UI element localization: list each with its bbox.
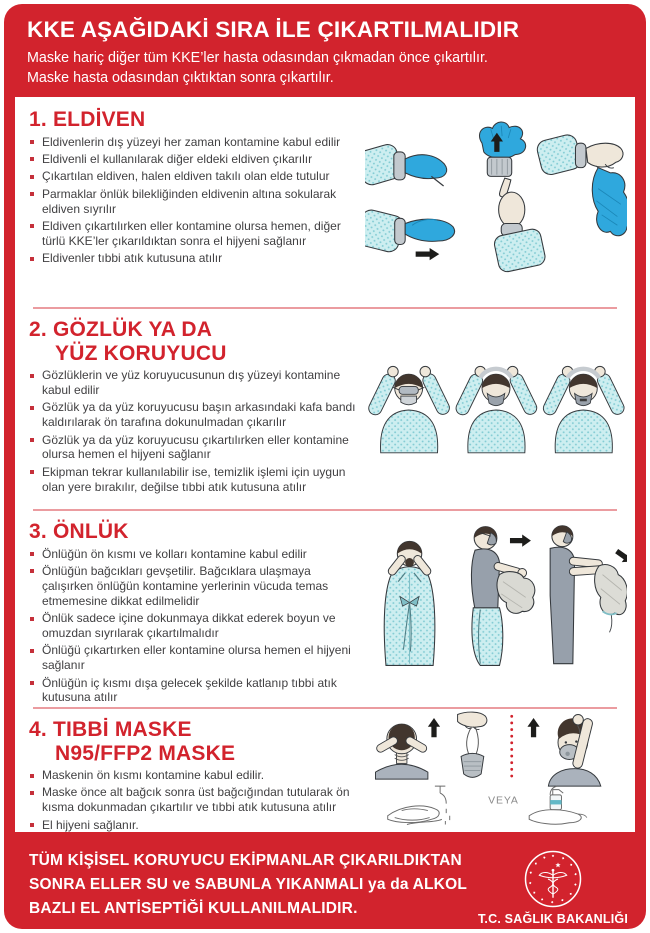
ministry-name: T.C. SAĞLIK BAKANLIĞI	[477, 912, 629, 926]
footer-message-line1: TÜM KİŞİSEL KORUYUCU EKİPMANLAR ÇIKARILDIKTAN	[29, 852, 462, 869]
bullet-item: Gözlük ya da yüz koruyucusu başın arkasındaki kafa bandı kaldırılarak ön tarafına dokunulmadan çıkarılır	[29, 400, 365, 430]
gown-shoulder-peel-icon	[471, 527, 534, 666]
section-title-text: GÖZLÜK YA DA	[52, 318, 213, 342]
goggle-removal-illustration	[365, 355, 627, 455]
section-gozluk-title	[29, 318, 365, 365]
mask-dangling-icon	[458, 712, 487, 777]
band-lift-mask-icon	[541, 366, 626, 452]
bullet-item: Maske önce alt bağcık sonra üst bağcığından tutularak ön kısma dokunmadan çıkartılır ve tıbbi atık kutusuna atılır	[29, 785, 365, 815]
hand-sanitizer-icon	[529, 786, 587, 824]
section-gozluk-bullets	[29, 368, 365, 495]
footer-message	[29, 849, 474, 921]
bullet-item: Maskenin ön kısmı kontamine kabul edilir.	[29, 768, 365, 783]
glove-pinch-step-icon	[365, 142, 455, 260]
section-eldiven-illustrations	[365, 101, 627, 305]
emblem-star	[555, 862, 560, 867]
gown-untie-icon	[384, 541, 435, 665]
section-eldiven-text	[29, 101, 365, 305]
tc-saglik-bakanligi-emblem-icon	[523, 849, 583, 909]
section-number: 4.	[29, 718, 47, 742]
veya-label: VEYA	[488, 795, 519, 807]
section-eldiven-bullets	[29, 135, 365, 267]
section-maske-bullets	[29, 768, 365, 832]
poster-header	[4, 4, 646, 97]
section-gozluk-text	[29, 311, 365, 507]
section-title-text: ÖNLÜK	[52, 520, 129, 544]
bullet-item: Önlüğü çıkartırken eller kontamine olursa hemen el hijyeni sağlanır	[29, 643, 365, 673]
footer-message-line2: SONRA ELLER SU ve SABUNLA YIKANMALI ya da ALKOL	[29, 876, 467, 894]
section-divider	[33, 509, 617, 511]
bullet-item: Önlüğün iç kısmı dışa gelecek şekilde katlanıp tıbbi atık kutusuna atılır	[29, 676, 365, 706]
section-maske-illustrations	[365, 711, 627, 832]
section-maske-title	[29, 718, 365, 765]
header-subtitle-line1: Maske hariç diğer tüm KKE’ler hasta odasından çıkmadan önce çıkartılır.	[27, 50, 488, 66]
emblem-caduceus	[539, 869, 567, 898]
section-title-text: ELDİVEN	[52, 108, 146, 132]
section-number: 3.	[29, 520, 47, 544]
page-title: KKE AŞAĞIDAKİ SIRA İLE ÇIKARTILMALIDIR	[27, 17, 520, 42]
section-maske	[29, 711, 627, 832]
ministry-logo-block	[474, 849, 632, 926]
bullet-item: Çıkartılan eldiven, halen eldiven takılı olan elde tutulur	[29, 169, 365, 184]
content-card	[15, 97, 635, 832]
section-eldiven-title	[29, 108, 365, 132]
red-frame	[4, 4, 646, 929]
bullet-item: Eldivenler tıbbi atık kutusuna atılır	[29, 251, 365, 266]
poster-footer	[4, 832, 646, 929]
section-eldiven	[29, 101, 627, 305]
footer-message-line3: BAZLI EL ANTİSEPTİĞİ KULLANILMALIDIR.	[29, 900, 358, 918]
hand-wash-icon	[388, 786, 450, 824]
header-subtitle-line2: Maske hasta odasından çıktıktan sonra çıkartılır.	[27, 70, 334, 87]
section-divider	[33, 307, 617, 309]
mask-removal-illustration	[365, 711, 627, 829]
section-gozluk-illustrations	[365, 311, 627, 507]
glove-hold-step-icon	[535, 133, 627, 236]
section-onluk-bullets	[29, 547, 365, 706]
bullet-item: Önlük sadece içine dokunmaya dikkat ederek boyun ve omuzdan sıyrılarak çıkartılmalıdır	[29, 611, 365, 641]
section-title-line2: YÜZ KORUYUCU	[55, 341, 227, 365]
bullet-item: Eldivenli el kullanılarak diğer eldeki eldiven çıkarılır	[29, 152, 365, 167]
bullet-item: Gözlük ya da yüz koruyucusu çıkartılırken eller kontamine olursa hemen el hijyeni sağlanır	[29, 433, 365, 463]
bullet-item: Önlüğün bağcıkları gevşetilir. Bağcıklara ulaşmaya çalışırken önlüğün kontamine yerlerinin vücuda temas etmemesine dikkat edilmelidir	[29, 564, 365, 609]
section-onluk	[29, 513, 627, 705]
section-number: 2.	[29, 318, 47, 342]
section-title-line2: N95/FFP2 MASKE	[55, 741, 236, 765]
section-divider	[33, 707, 617, 709]
glove-peel-step-icon	[479, 122, 546, 273]
bullet-item: Eldiven çıkartılırken eller kontamine olursa hemen, diğer türlü KKE’ler çıkarıldıktan sonra el hijyeni sağlanır	[29, 219, 365, 249]
section-title-text: TIBBİ MASKE	[52, 718, 192, 742]
section-onluk-illustrations	[365, 513, 627, 705]
bullet-item: Ekipman tekrar kullanılabilir ise, temizlik işlemi için uygun olan yere bırakılır, değilse tıbbi atık kutusuna atılır	[29, 465, 365, 495]
section-maske-text	[29, 711, 365, 832]
bullet-item: Önlüğün ön kısmı ve kolları kontamine kabul edilir	[29, 547, 365, 562]
goggles-overhead-icon	[367, 366, 452, 452]
section-onluk-text	[29, 513, 365, 705]
bullet-item: Gözlüklerin ve yüz koruyucusunun dış yüzeyi kontamine kabul edilir	[29, 368, 365, 398]
emblem-crescent	[547, 857, 555, 873]
n95-strap-pull-icon	[527, 715, 600, 787]
bullet-item: El hijyeni sağlanır.	[29, 818, 365, 832]
glove-removal-illustration	[365, 117, 627, 274]
band-lift-icon	[454, 366, 539, 452]
section-gozluk	[29, 311, 627, 507]
section-onluk-title	[29, 520, 365, 544]
gown-hold-away-icon	[550, 526, 627, 664]
bullet-item: Eldivenlerin dış yüzeyi her zaman kontamine kabul edilir	[29, 135, 365, 150]
gown-removal-illustration	[365, 517, 627, 674]
bullet-item: Parmaklar önlük bilekliğinden eldivenin altına sokularak eldiven sıyrılır	[29, 187, 365, 217]
mask-untie-back-icon	[375, 718, 440, 779]
section-number: 1.	[29, 108, 47, 132]
